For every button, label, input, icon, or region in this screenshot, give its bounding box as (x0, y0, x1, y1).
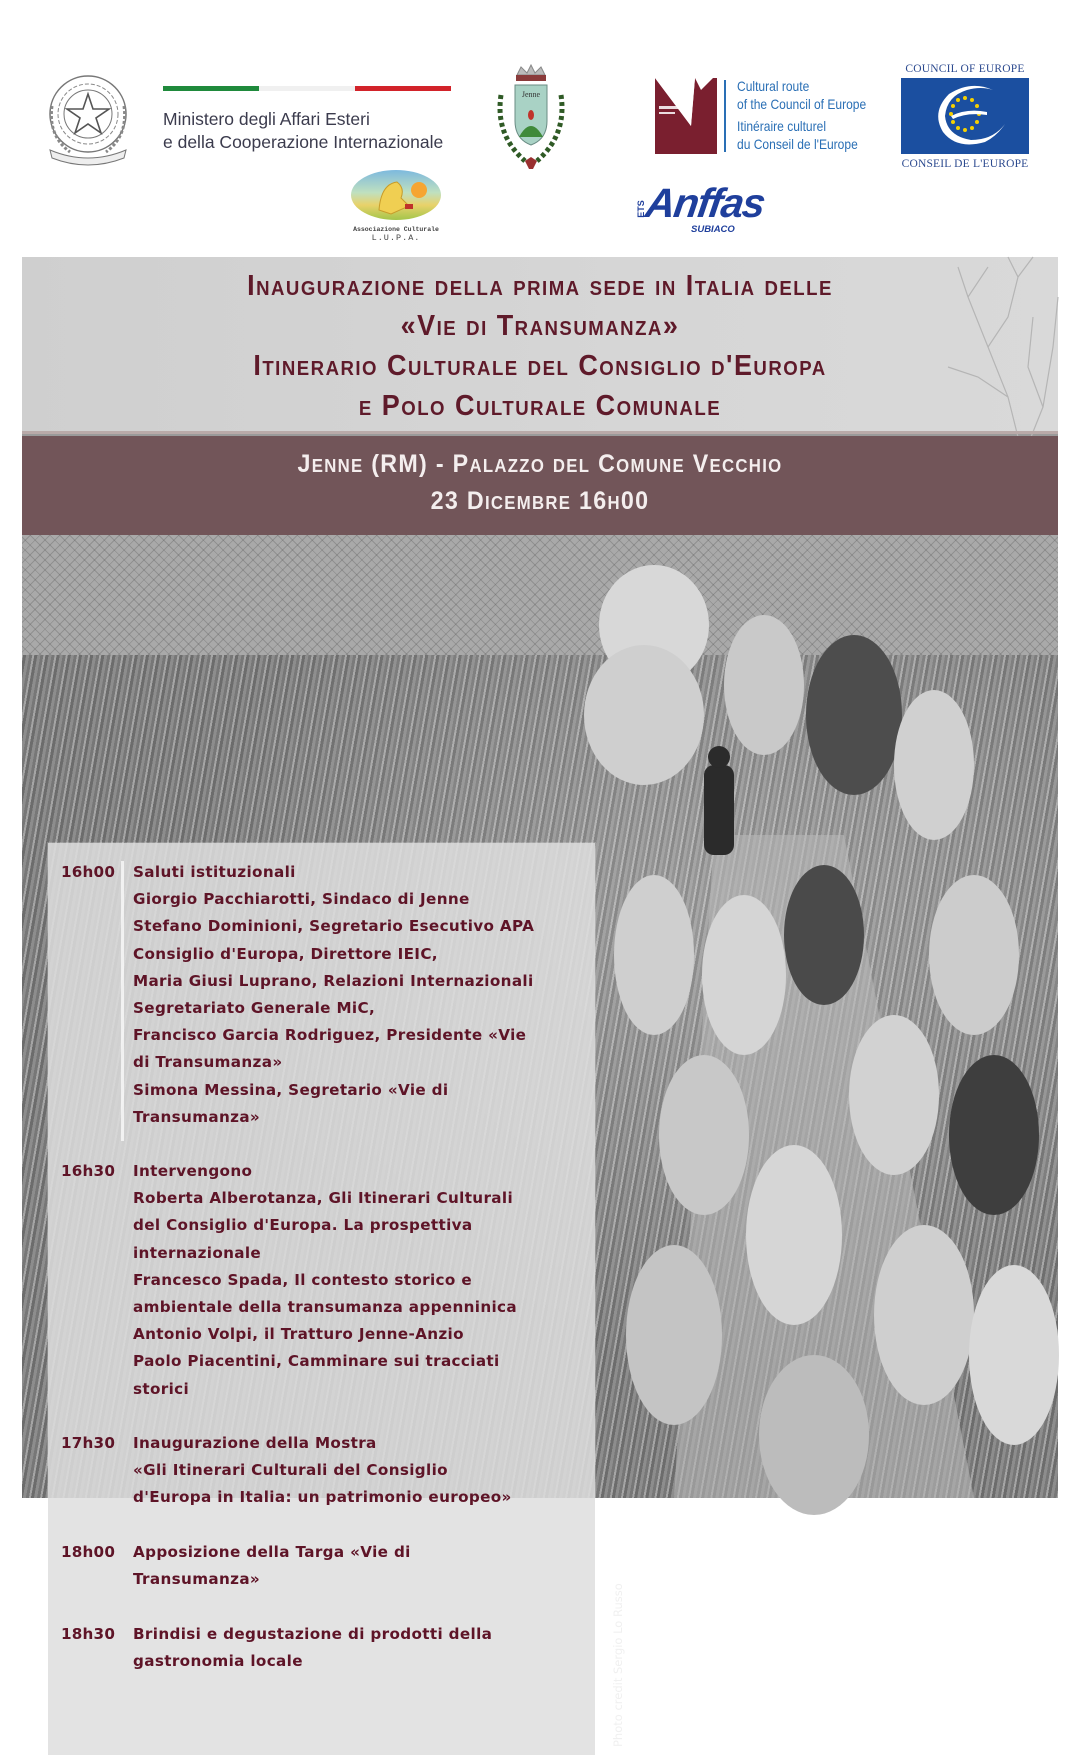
cultural-route-line-2: of the Council of Europe (737, 95, 867, 112)
session-line: «Gli Itinerari Culturali del Consiglio (133, 1461, 448, 1480)
jenne-coat-of-arms-icon (495, 65, 567, 173)
lupa-caption-1: Associazione Culturale (353, 226, 439, 233)
anffas-prefix: ETS (635, 200, 646, 218)
ministry-line-2: e della Cooperazione Internazionale (163, 132, 444, 152)
photo-credit (610, 1545, 626, 1745)
title-band (22, 257, 1058, 434)
cultural-route-line-1: Cultural route (737, 78, 810, 94)
session-details (133, 1621, 593, 1675)
session-line: Segretariato Generale MiC, (133, 999, 376, 1018)
coe-caption-top: COUNCIL OF EUROPE (905, 63, 1025, 75)
session-details (133, 1158, 593, 1403)
title-line-3: Itinerario Culturale del Consiglio d'Europa (253, 350, 827, 382)
session-time: 18h30 (61, 1625, 116, 1643)
cultural-route-line-3: Itinéraire culturel (737, 118, 827, 134)
session-line: Francisco Garcia Rodriguez, Presidente «Vie (133, 1026, 527, 1045)
session-line: storici (133, 1379, 190, 1398)
session-line: Saluti istituzionali (133, 863, 296, 881)
session-time: 17h30 (61, 1434, 116, 1452)
divider (724, 80, 726, 152)
event-poster (22, 257, 1058, 1747)
cultural-route-text (737, 78, 892, 153)
title-divider (22, 431, 1058, 434)
session-time: 18h00 (61, 1543, 116, 1561)
cattle-herd-photo (22, 535, 1058, 1747)
session-line: Giorgio Pacchiarotti, Sindaco di Jenne (133, 890, 470, 909)
program-panel (48, 843, 595, 1755)
session-line: Roberta Alberotanza, Gli Itinerari Culturali (133, 1189, 514, 1208)
session-line: Francesco Spada, Il contesto storico e (133, 1270, 472, 1289)
photo-credit-text: Photo credit Sergio Lo Russo (611, 1583, 625, 1747)
anffas-logo (636, 180, 796, 240)
anffas-sub: SUBIACO (691, 224, 735, 235)
session-line: d'Europa in Italia: un patrimonio europeo» (133, 1488, 512, 1507)
session-line: di Transumanza» (133, 1053, 283, 1072)
lupa-caption-2: L.U.P.A. (371, 233, 421, 243)
session-line: Paolo Piacentini, Camminare sui tracciati (133, 1352, 500, 1371)
coe-caption-bottom: CONSEIL DE L'EUROPE (901, 158, 1029, 170)
session-line: del Consiglio d'Europa. La prospettiva (133, 1216, 473, 1235)
session-line: Transumanza» (133, 1107, 261, 1126)
session-details (133, 1430, 593, 1512)
session-line: Simona Messina, Segretario «Vie di (133, 1080, 449, 1099)
svg-text:Jenne: Jenne (521, 90, 541, 99)
session-time: 16h30 (61, 1162, 116, 1180)
session-line: Apposizione della Targa «Vie di (133, 1543, 411, 1561)
title-line-4: e Polo Culturale Comunale (358, 390, 722, 422)
session-line: Antonio Volpi, il Tratturo Jenne-Anzio (133, 1325, 464, 1344)
session-line: Stefano Dominioni, Segretario Esecutivo APA (133, 917, 535, 936)
session-line: internazionale (133, 1243, 262, 1262)
italian-flag-bar (163, 86, 451, 91)
event-date: 23 Dicembre 16h00 (430, 487, 650, 515)
session-line: Inaugurazione della Mostra (133, 1434, 377, 1452)
coe-flag-icon (901, 78, 1029, 154)
title-line-2: «Vie di Transumanza» (400, 310, 680, 342)
lupa-emblem-icon (351, 170, 441, 220)
session-line: Intervengono (133, 1162, 253, 1180)
cultural-route-line-4: du Conseil de l'Europe (737, 135, 858, 152)
cattle-herd-illustration (594, 535, 1058, 1498)
ministry-line-1: Ministero degli Affari Esteri (163, 109, 370, 129)
transhumance-trails-logo-icon (655, 76, 717, 154)
council-of-europe-logo (900, 63, 1030, 170)
session-details (133, 859, 593, 1131)
session-line: Transumanza» (133, 1570, 261, 1589)
lupa-association-logo (340, 170, 452, 248)
title-line-1: Inaugurazione della prima sede in Italia delle (247, 270, 833, 302)
event-location: Jenne (RM) - Palazzo del Comune Vecchio (297, 450, 783, 478)
anffas-name: Anffas (642, 180, 768, 226)
session-line: ambientale della transumanza appenninica (133, 1298, 518, 1317)
column-divider (121, 861, 124, 1141)
session-time: 16h00 (61, 863, 116, 881)
session-details (133, 1539, 593, 1593)
session-line: Consiglio d'Europa, Direttore IEIC, (133, 944, 438, 963)
place-date-band (22, 436, 1058, 535)
session-line: gastronomia locale (133, 1652, 303, 1671)
italian-republic-emblem-icon (40, 66, 136, 170)
session-line: Brindisi e degustazione di prodotti della (133, 1625, 493, 1643)
ministry-name (163, 108, 443, 154)
session-line: Maria Giusi Luprano, Relazioni Internazionali (133, 971, 534, 990)
